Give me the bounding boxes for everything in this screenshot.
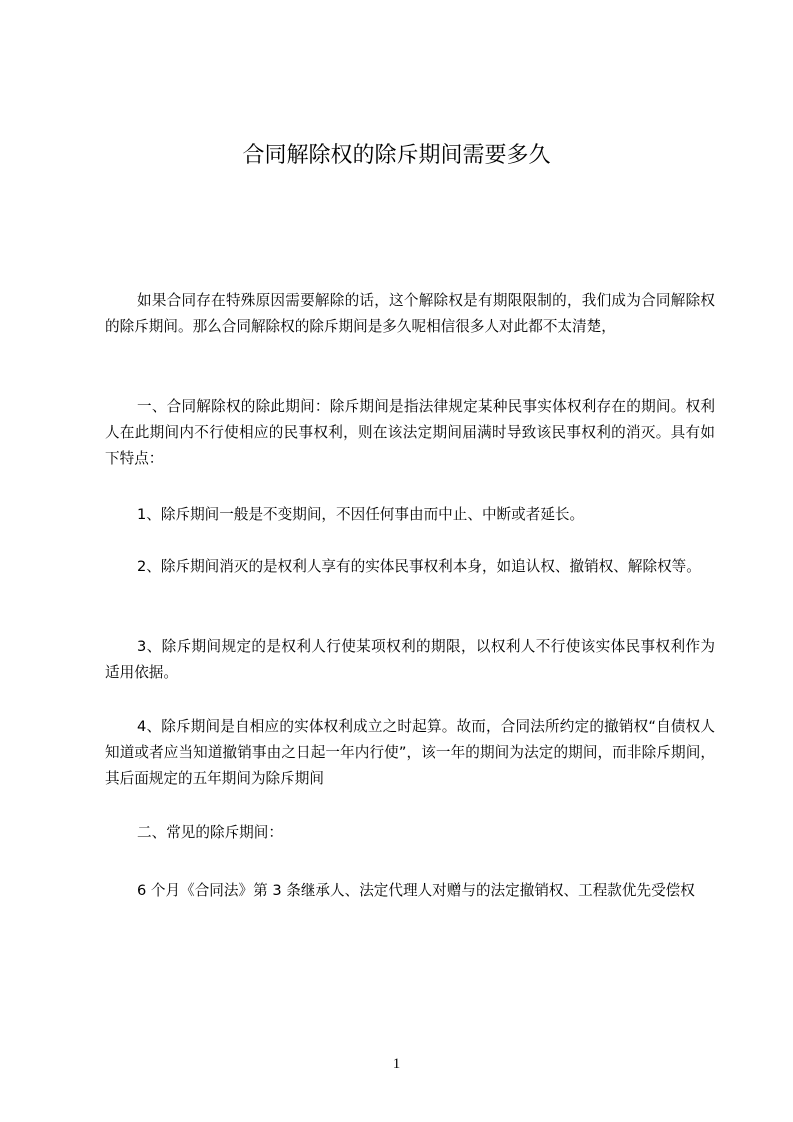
page-number: 1 <box>392 1056 401 1072</box>
paragraph-six-months: 6 个月《合同法》第 3 条继承人、法定代理人对赠与的法定撤销权、工程款优先受偿权 <box>137 882 695 899</box>
paragraph-point-2: 2、除斥期间消灭的是权利人享有的实体民事权利本身，如追认权、撤销权、解除权等。 <box>137 558 701 575</box>
document-title: 合同解除权的除斥期间需要多久 <box>242 143 551 168</box>
paragraph-point-3: 3、除斥期间规定的是权利人行使某项权利的期限，以权利人不行使该实体民事权利作为适用依据。 <box>105 638 715 681</box>
paragraph-section-two: 二、常见的除斥期间： <box>137 824 283 841</box>
paragraph-intro: 如果合同存在特殊原因需要解除的话，这个解除权是有期限限制的，我们成为合同解除权的除斥期间。那么合同解除权的除斥期间是多久呢相信很多人对此都不太清楚， <box>105 292 715 335</box>
paragraph-point-1: 1、除斥期间一般是不变期间，不因任何事由而中止、中断或者延长。 <box>137 506 585 523</box>
paragraph-point-4: 4、除斥期间是自相应的实体权利成立之时起算。故而，合同法所约定的撤销权“自债权人知道或者应当知道撤销事由之日起一年内行使”，该一年的期间为法定的期间，而非除斥期间，其后面规定的五年期间为除斥期间 <box>105 718 715 787</box>
paragraph-section-one: 一、合同解除权的除此期间：除斥期间是指法律规定某种民事实体权利存在的期间。权利人在此期间内不行使相应的民事权利，则在该法定期间届满时导致该民事权利的消灭。具有如下特点： <box>105 398 715 467</box>
